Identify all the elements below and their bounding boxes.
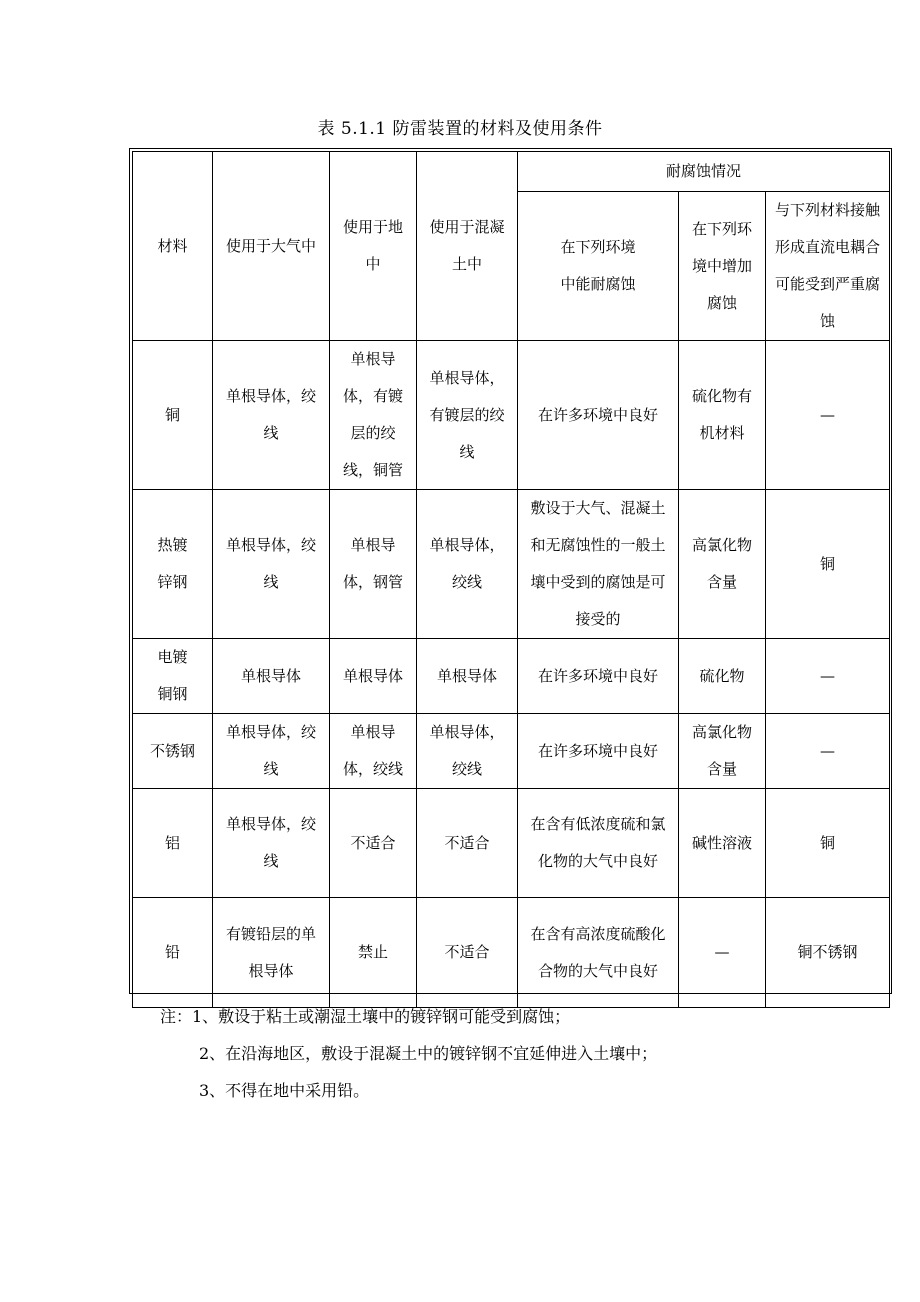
cell-atmosphere: 单根导体，绞线	[213, 490, 330, 639]
cell-ground: 不适合	[330, 789, 417, 898]
table-title: 表 5.1.1 防雷装置的材料及使用条件	[317, 119, 603, 139]
cell-increase: 硫化物有机材料	[679, 341, 766, 490]
cell-resist: 在含有高浓度硫酸化合物的大气中良好	[518, 898, 679, 1008]
cell-atmosphere: 单根导体	[213, 639, 330, 714]
cell-ground: 单根导体，钢管	[330, 490, 417, 639]
cell-galvanic: 铜	[766, 490, 890, 639]
materials-table-frame	[129, 148, 892, 994]
header-material: 材料	[133, 152, 213, 341]
cell-material: 铅	[133, 898, 213, 1008]
table-row	[133, 898, 890, 1008]
cell-resist: 在许多环境中良好	[518, 714, 679, 789]
cell-material: 热镀锌钢	[133, 490, 213, 639]
cell-resist: 在许多环境中良好	[518, 341, 679, 490]
cell-ground: 单根导体	[330, 639, 417, 714]
table-row	[133, 639, 890, 714]
note-2: 2、在沿海地区，敷设于混凝土中的镀锌钢不宜延伸进入土壤中；	[199, 1044, 658, 1063]
cell-material: 铝	[133, 789, 213, 898]
header-concrete: 使用于混凝土中	[417, 152, 518, 341]
cell-concrete: 单根导体，有镀层的绞线	[417, 341, 518, 490]
header-galvanic: 与下列材料接触形成直流电耦合可能受到严重腐蚀	[766, 192, 890, 341]
cell-concrete: 单根导体，绞线	[417, 714, 518, 789]
cell-galvanic: 铜	[766, 789, 890, 898]
table-row	[133, 341, 890, 490]
cell-galvanic: —	[766, 639, 890, 714]
table-notes	[160, 998, 880, 1109]
note-3: 3、不得在地中采用铅。	[199, 1081, 370, 1100]
cell-increase: 高氯化物含量	[679, 490, 766, 639]
cell-increase: 硫化物	[679, 639, 766, 714]
cell-ground: 禁止	[330, 898, 417, 1008]
cell-atmosphere: 单根导体，绞线	[213, 789, 330, 898]
header-ground: 使用于地中	[330, 152, 417, 341]
header-corrosion-group: 耐腐蚀情况	[518, 152, 890, 192]
header-increase-env: 在下列环境中增加腐蚀	[679, 192, 766, 341]
cell-material: 铜	[133, 341, 213, 490]
cell-concrete: 单根导体，绞线	[417, 490, 518, 639]
cell-increase: 碱性溶液	[679, 789, 766, 898]
cell-atmosphere: 有镀铅层的单根导体	[213, 898, 330, 1008]
cell-concrete: 不适合	[417, 898, 518, 1008]
cell-galvanic: —	[766, 341, 890, 490]
header-atmosphere: 使用于大气中	[213, 152, 330, 341]
materials-table	[132, 151, 890, 1008]
header-resist-env: 在下列环境中能耐腐蚀	[518, 192, 679, 341]
cell-atmosphere: 单根导体，绞线	[213, 714, 330, 789]
cell-resist: 敷设于大气、混凝土和无腐蚀性的一般土壤中受到的腐蚀是可接受的	[518, 490, 679, 639]
cell-galvanic: —	[766, 714, 890, 789]
cell-resist: 在许多环境中良好	[518, 639, 679, 714]
cell-material: 电镀铜钢	[133, 639, 213, 714]
table-row	[133, 490, 890, 639]
table-row	[133, 714, 890, 789]
cell-material: 不锈钢	[133, 714, 213, 789]
cell-ground: 单根导体，绞线	[330, 714, 417, 789]
cell-resist: 在含有低浓度硫和氯化物的大气中良好	[518, 789, 679, 898]
cell-atmosphere: 单根导体，绞线	[213, 341, 330, 490]
cell-ground: 单根导体，有镀层的绞线，铜管	[330, 341, 417, 490]
cell-increase: 高氯化物含量	[679, 714, 766, 789]
cell-concrete: 不适合	[417, 789, 518, 898]
table-row	[133, 789, 890, 898]
cell-concrete: 单根导体	[417, 639, 518, 714]
note-1: 注：1、敷设于粘土或潮湿土壤中的镀锌钢可能受到腐蚀；	[160, 1007, 571, 1026]
cell-increase: —	[679, 898, 766, 1008]
cell-galvanic: 铜不锈钢	[766, 898, 890, 1008]
